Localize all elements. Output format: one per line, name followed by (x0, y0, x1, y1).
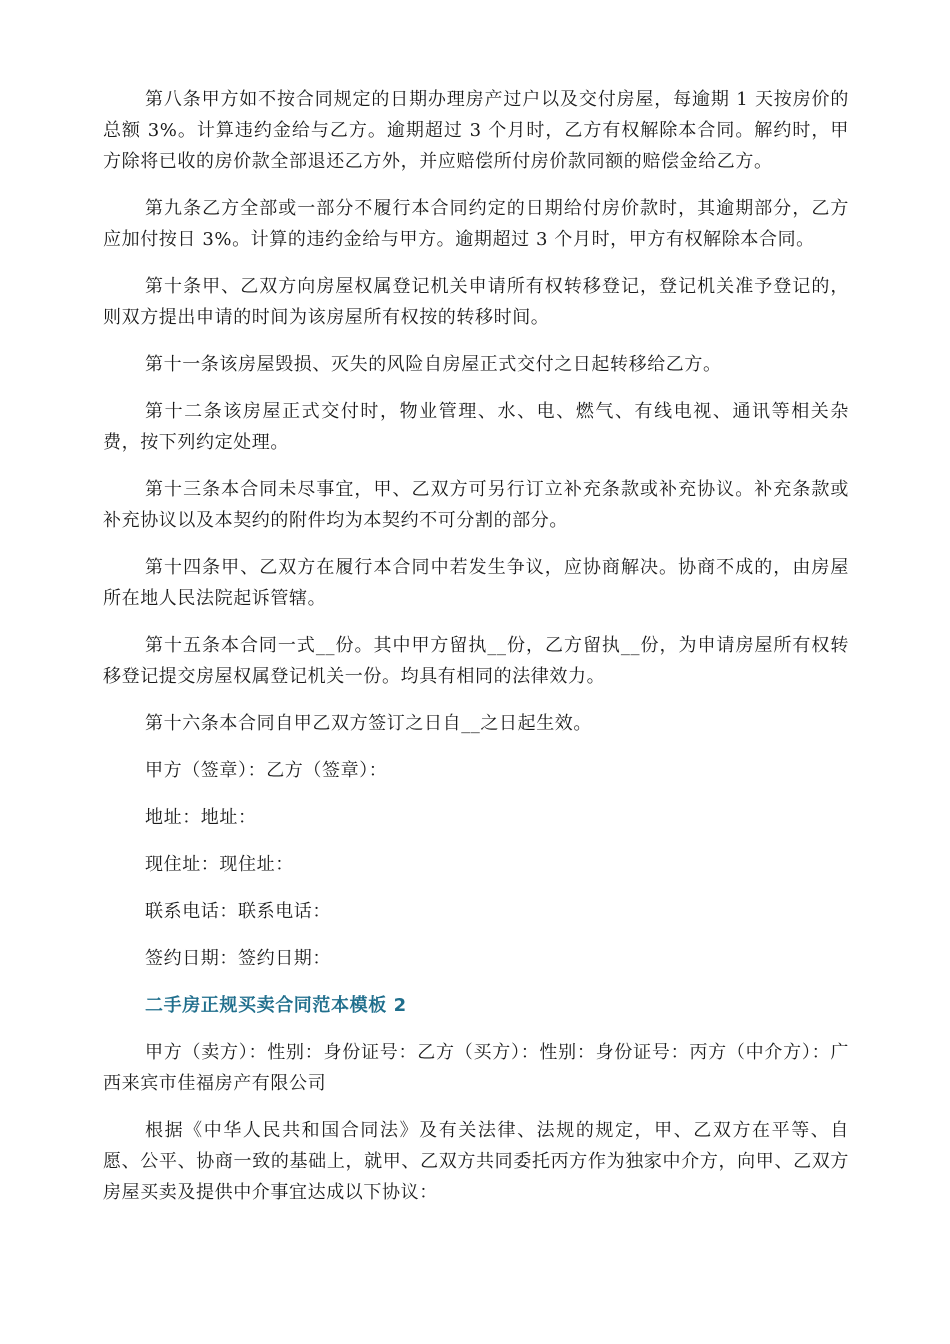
clause-16: 第十六条本合同自甲乙双方签订之日自__之日起生效。 (145, 713, 592, 734)
clause-8: 第八条甲方如不按合同规定的日期办理房产过户以及交付房屋，每逾期 1 天按房价的总额 3%。计算违约金给与乙方。逾期超过 3 个月时，乙方有权解除本合同。解约时，甲方除将已收的房价款全部退还乙方外，并应赔偿所付房价款同额的赔偿金给乙方。 (103, 89, 849, 172)
clause-10: 第十条甲、乙双方向房屋权属登记机关申请所有权转移登记，登记机关准予登记的，则双方提出申请的时间为该房屋所有权按的转移时间。 (103, 276, 849, 328)
clause-14: 第十四条甲、乙双方在履行本合同中若发生争议，应协商解决。协商不成的，由房屋所在地人民法院起诉管辖。 (103, 557, 849, 609)
phone-line: 联系电话：联系电话： (145, 901, 331, 922)
address-line: 地址：地址： (145, 807, 257, 828)
clause-13: 第十三条本合同未尽事宜，甲、乙双方可另行订立补充条款或补充协议。补充条款或补充协议以及本契约的附件均为本契约不可分割的部分。 (103, 479, 849, 531)
current-address-line: 现住址：现住址： (145, 854, 294, 875)
document-page (103, 84, 849, 1224)
clause-12: 第十二条该房屋正式交付时，物业管理、水、电、燃气、有线电视、通讯等相关杂费，按下列约定处理。 (103, 401, 849, 453)
signature-line: 甲方（签章）：乙方（签章）： (145, 760, 388, 781)
parties-paragraph: 甲方（卖方）：性别：身份证号：乙方（买方）：性别：身份证号：丙方（中介方）：广西来宾市佳福房产有限公司 (103, 1042, 849, 1094)
preamble-paragraph: 根据《中华人民共和国合同法》及有关法律、法规的规定，甲、乙双方在平等、自愿、公平、协商一致的基础上，就甲、乙双方共同委托丙方作为独家中介方，向甲、乙双方房屋买卖及提供中介事宜达成以下协议： (103, 1120, 849, 1203)
sign-date-line: 签约日期：签约日期： (145, 948, 331, 969)
clause-15: 第十五条本合同一式__份。其中甲方留执__份，乙方留执__份，为申请房屋所有权转移登记提交房屋权属登记机关一份。均具有相同的法律效力。 (103, 635, 849, 687)
clause-11: 第十一条该房屋毁损、灭失的风险自房屋正式交付之日起转移给乙方。 (145, 354, 722, 375)
clause-9: 第九条乙方全部或一部分不履行本合同约定的日期给付房价款时，其逾期部分，乙方应加付按日 3%。计算的违约金给与甲方。逾期超过 3 个月时，甲方有权解除本合同。 (103, 198, 849, 250)
section-heading: 二手房正规买卖合同范本模板 2 (145, 995, 407, 1016)
